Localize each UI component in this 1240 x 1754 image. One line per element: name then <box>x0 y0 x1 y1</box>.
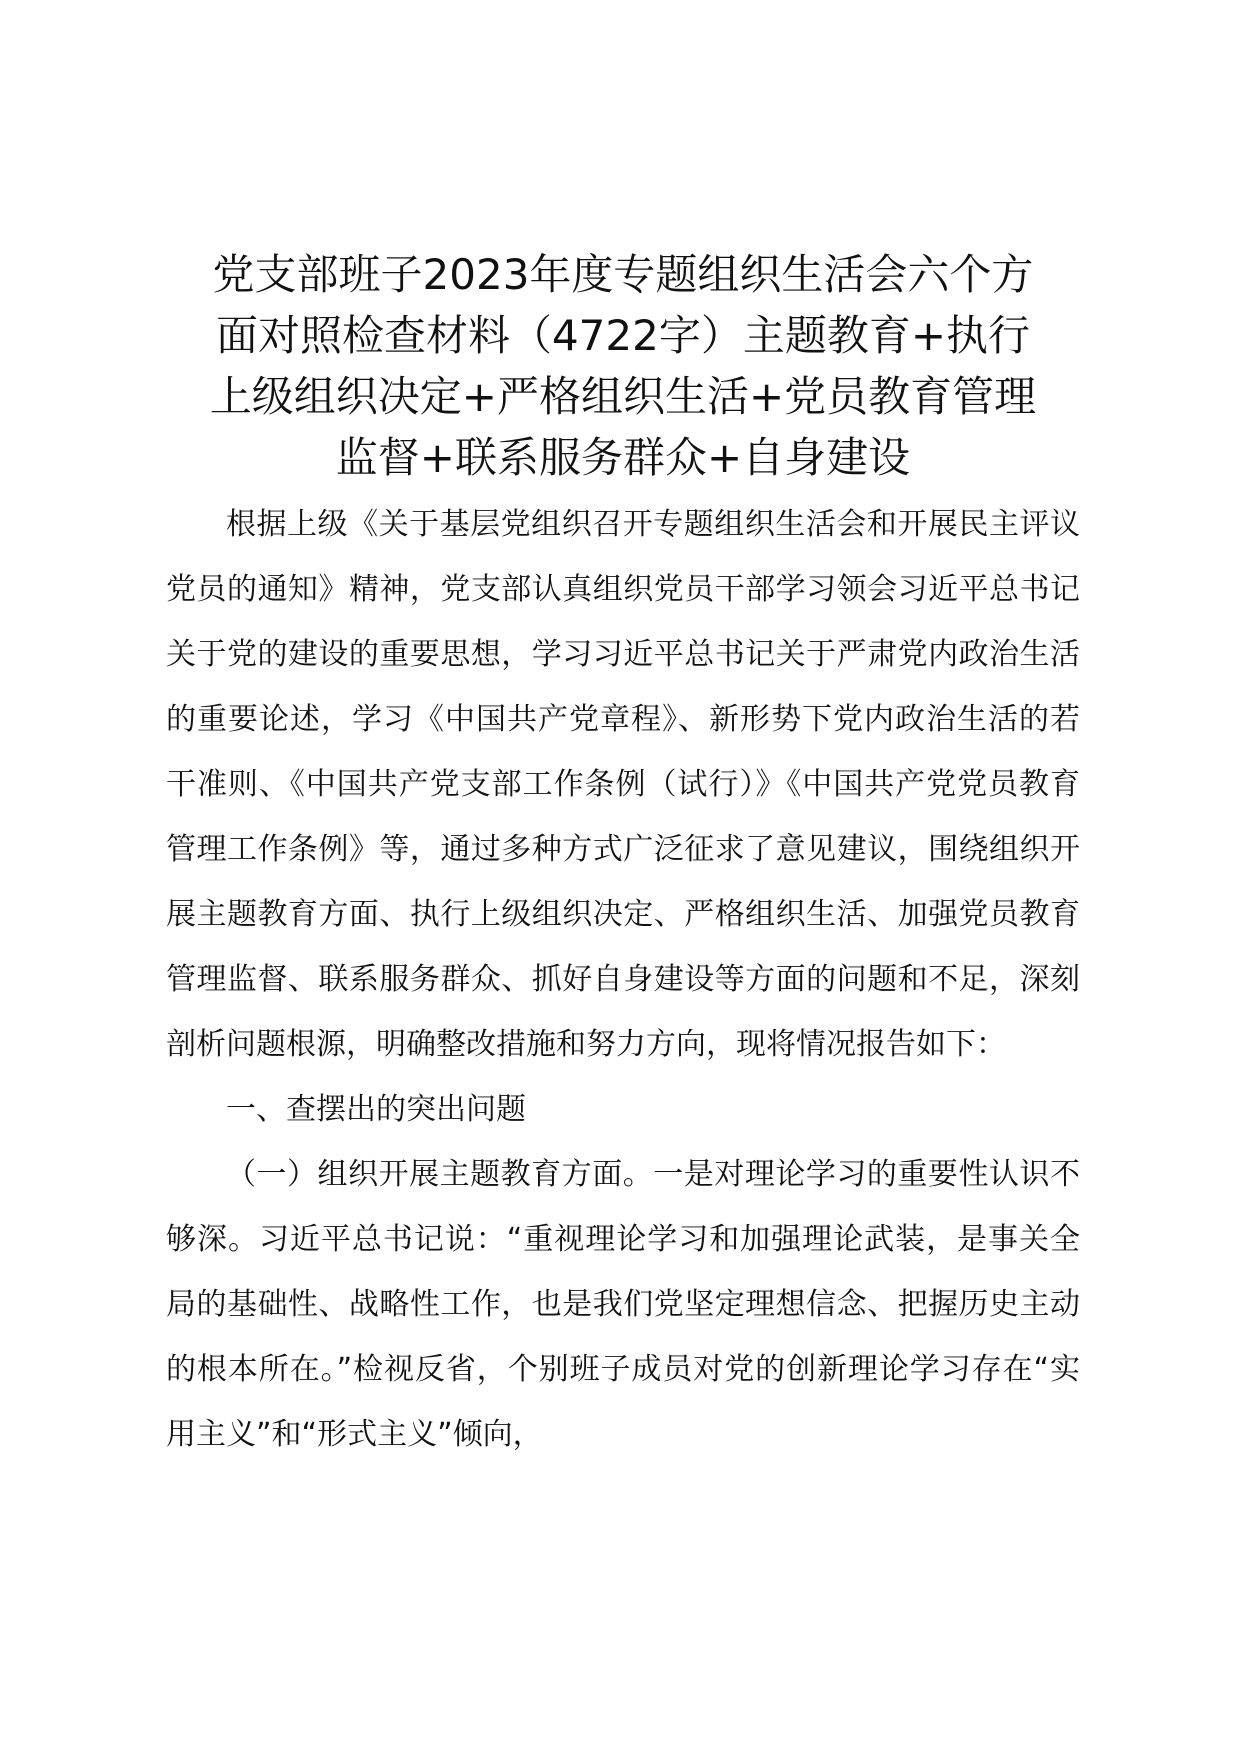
title-line: 面对照检查材料（4722字）主题教育+执行 <box>215 311 1031 360</box>
intro-paragraph: 根据上级《关于基层党组织召开专题组织生活会和开展民主评议党员的通知》精神，党支部认真组织党员干部学习领会习近平总书记关于党的建设的重要思想，学习习近平总书记关于严肃党内政治生活的重要论述，学习《中国共产党章程》、新形势下党内政治生活的若干准则、《中国共产党支部工作条例（试行）》《中国共产党党员教育管理工作条例》等，通过多种方式广泛征求了意见建议，围绕组织开展主题教育方面、执行上级组织决定、严格组织生活、加强党员教育管理监督、联系服务群众、抓好自身建设等方面的问题和不足，深刻剖析问题根源，明确整改措施和努力方向，现将情况报告如下： <box>166 507 1080 1062</box>
title-line: 上级组织决定+严格组织生活+党员教育管理 <box>209 372 1037 421</box>
title-line: 监督+联系服务群众+自身建设 <box>335 433 911 482</box>
section-heading: 一、查摆出的突出问题 <box>226 1092 526 1127</box>
document-body <box>166 492 1080 1467</box>
document-page <box>166 244 1080 1467</box>
title-line: 党支部班子2023年度专题组织生活会六个方 <box>212 250 1034 299</box>
subsection-paragraph: （一）组织开展主题教育方面。一是对理论学习的重要性认识不够深。习近平总书记说：“重视理论学习和加强理论武装，是事关全局的基础性、战略性工作，也是我们党坚定理想信念、把握历史主动的根本所在。”检视反省，个别班子成员对党的创新理论学习存在“实用主义”和“形式主义”倾向， <box>166 1157 1080 1452</box>
document-title <box>166 244 1080 488</box>
